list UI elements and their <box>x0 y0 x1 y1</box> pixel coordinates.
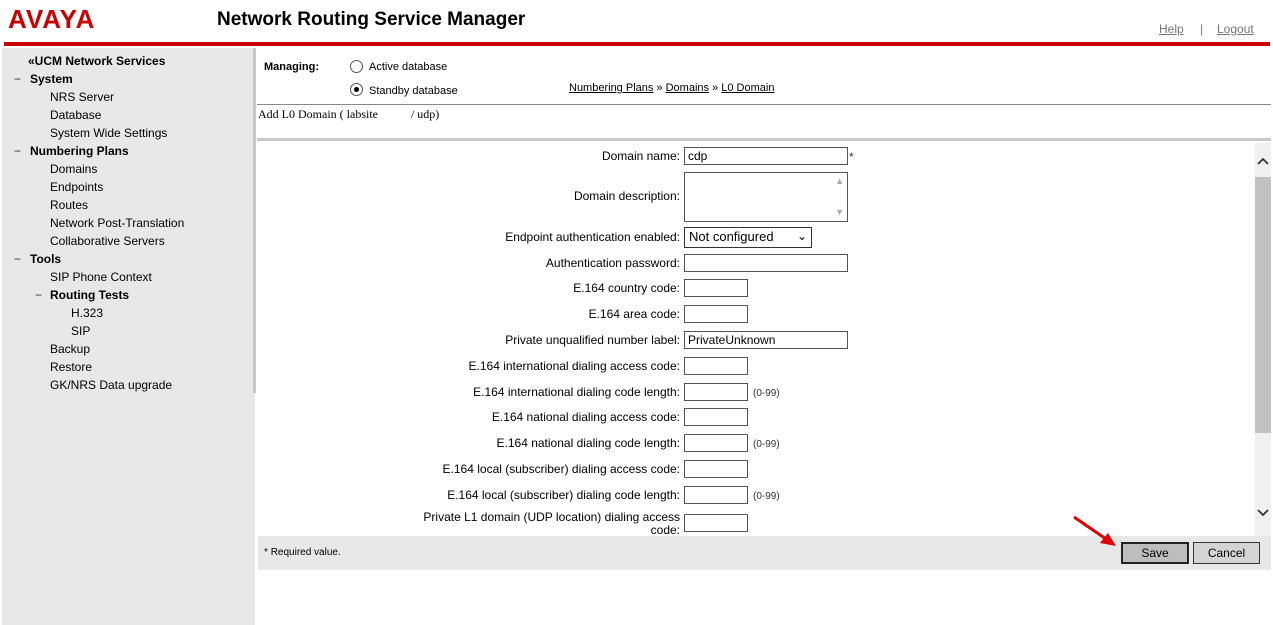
form-scrollbar-thumb[interactable] <box>1255 177 1271 433</box>
sidebar-group-routing-tests[interactable]: Routing Tests <box>50 288 130 302</box>
intl-length-input[interactable] <box>684 383 748 401</box>
intl-length-hint: (0-99) <box>753 388 780 399</box>
breadcrumb-l0-domain[interactable]: L0 Domain <box>721 82 775 94</box>
sidebar-back-link[interactable]: «UCM Network Services <box>28 54 166 68</box>
local-access-input[interactable] <box>684 460 748 478</box>
breadcrumb-numbering-plans[interactable]: Numbering Plans <box>569 82 654 94</box>
divider <box>257 138 1271 141</box>
country-code-input[interactable] <box>684 279 748 297</box>
breadcrumb-separator: » <box>709 82 722 94</box>
natl-length-input[interactable] <box>684 434 748 452</box>
local-length-label: E.164 local (subscriber) dialing code length: <box>447 488 680 502</box>
l1-access-input[interactable] <box>684 514 748 532</box>
domain-description-label: Domain description: <box>573 189 680 203</box>
local-length-hint: (0-99) <box>753 491 780 502</box>
collapse-icon[interactable]: − <box>14 72 22 86</box>
sidebar-item-restore[interactable]: Restore <box>50 360 93 374</box>
intl-access-input[interactable] <box>684 357 748 375</box>
header-divider <box>4 42 1270 46</box>
l1-access-label: Private L1 domain (UDP location) dialing access <box>423 510 680 524</box>
required-star-icon: * <box>849 150 854 164</box>
domain-name-label: Domain name: <box>601 149 680 163</box>
natl-length-label: E.164 national dialing code length: <box>496 436 680 450</box>
domain-description-textarea[interactable] <box>684 172 848 222</box>
standby-database-label: Standby database <box>369 85 458 97</box>
sidebar-item-h323[interactable]: H.323 <box>71 306 104 320</box>
chevron-up-icon[interactable] <box>1257 153 1269 169</box>
area-code-input[interactable] <box>684 305 748 323</box>
sidebar-item-system-wide-settings[interactable]: System Wide Settings <box>50 126 168 140</box>
active-database-label: Active database <box>369 61 448 73</box>
required-note <box>264 547 341 558</box>
required-star-icon: * <box>264 547 268 558</box>
area-code-label: E.164 area code: <box>588 307 680 321</box>
intl-length-label: E.164 international dialing code length: <box>473 385 680 399</box>
country-code-label: E.164 country code: <box>573 281 680 295</box>
cancel-button[interactable]: Cancel <box>1193 542 1260 564</box>
collapse-icon[interactable]: − <box>35 288 43 302</box>
sidebar-item-nrs-server[interactable]: NRS Server <box>50 90 115 104</box>
sidebar-item-sip-phone-context[interactable]: SIP Phone Context <box>50 270 152 284</box>
collapse-icon[interactable]: − <box>14 252 22 266</box>
divider <box>257 104 1271 105</box>
avaya-logo: AVAYA <box>8 4 96 34</box>
active-database-radio[interactable] <box>350 60 363 73</box>
chevron-down-icon: ⌄ <box>796 229 807 243</box>
natl-length-hint: (0-99) <box>753 439 780 450</box>
sidebar-item-database[interactable]: Database <box>50 108 102 122</box>
textarea-up-icon: ▲ <box>835 176 844 186</box>
sidebar-item-collaborative-servers[interactable]: Collaborative Servers <box>50 234 165 248</box>
sidebar-scrollbar[interactable] <box>253 48 256 393</box>
sidebar-item-endpoints[interactable]: Endpoints <box>50 180 104 194</box>
collapse-icon[interactable]: − <box>14 144 22 158</box>
l1-access-label-line2: code: <box>650 523 680 536</box>
domain-name-input[interactable]: cdp <box>684 147 848 165</box>
sidebar-group-numbering-plans[interactable]: Numbering Plans <box>30 144 129 158</box>
endpoint-auth-value: Not configured <box>689 229 774 244</box>
intl-access-label: E.164 international dialing access code: <box>468 359 680 373</box>
help-link[interactable]: Help <box>1159 22 1184 36</box>
local-length-input[interactable] <box>684 486 748 504</box>
textarea-down-icon: ▼ <box>835 207 844 217</box>
auth-password-label: Authentication password: <box>545 256 680 270</box>
auth-password-input[interactable] <box>684 254 848 272</box>
private-unqualified-input[interactable]: PrivateUnknown <box>684 331 848 349</box>
sidebar-group-tools[interactable]: Tools <box>30 252 62 266</box>
standby-database-radio[interactable] <box>350 83 363 96</box>
form-panel <box>259 143 1255 536</box>
sidebar-group-system[interactable]: System <box>30 72 73 86</box>
natl-access-label: E.164 national dialing access code: <box>491 410 680 424</box>
logout-link[interactable]: Logout <box>1217 22 1254 36</box>
sidebar-item-routes[interactable]: Routes <box>50 198 89 212</box>
endpoint-auth-select[interactable] <box>684 227 812 248</box>
breadcrumb-domains[interactable]: Domains <box>665 82 710 94</box>
required-note-text: Required value. <box>270 547 341 558</box>
save-button[interactable]: Save <box>1121 542 1189 564</box>
chevron-down-icon[interactable] <box>1257 505 1269 521</box>
page-heading: Add L0 Domain ( labsite / udp) <box>258 107 440 121</box>
sidebar-item-backup[interactable]: Backup <box>50 342 91 356</box>
private-unqualified-label: Private unqualified number label: <box>505 333 680 347</box>
app-title: Network Routing Service Manager <box>217 9 526 30</box>
breadcrumb <box>569 82 774 94</box>
sidebar-item-sip[interactable]: SIP <box>71 324 91 338</box>
endpoint-auth-label: Endpoint authentication enabled: <box>505 230 680 244</box>
local-access-label: E.164 local (subscriber) dialing access code: <box>442 462 680 476</box>
breadcrumb-separator: » <box>653 82 666 94</box>
managing-label: Managing: <box>264 61 319 73</box>
red-arrow-icon <box>1070 512 1120 551</box>
sidebar-item-gk-nrs-data-upgrade[interactable]: GK/NRS Data upgrade <box>50 378 173 392</box>
sidebar-item-domains[interactable]: Domains <box>50 162 98 176</box>
natl-access-input[interactable] <box>684 408 748 426</box>
link-separator: | <box>1200 22 1204 36</box>
sidebar-item-network-post-translation[interactable]: Network Post-Translation <box>50 216 185 230</box>
